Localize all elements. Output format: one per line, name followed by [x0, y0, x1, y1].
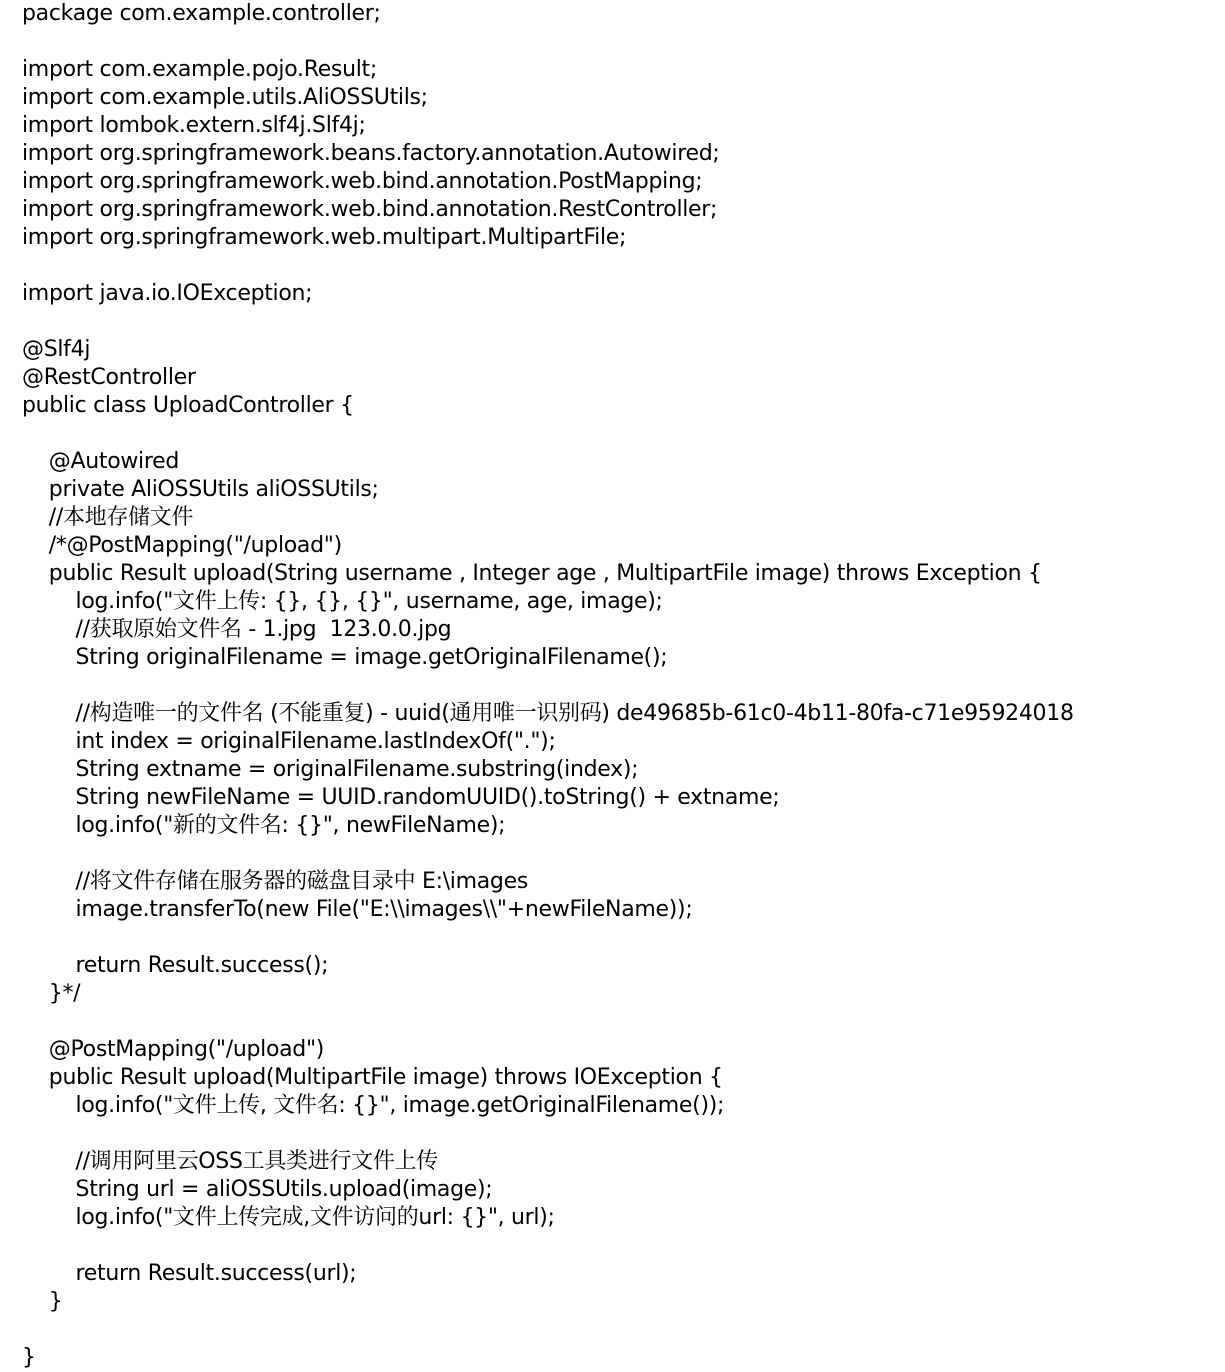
- code-line-comment: //构造唯一的文件名 (不能重复) - uuid(通用唯一识别码) de49685b-61c0-4b11-80fa-c71e95924018: [22, 701, 1074, 726]
- code-line-statement: String newFileName = UUID.randomUUID().toString() + extname;: [22, 785, 780, 810]
- code-line-package: package com.example.controller;: [22, 1, 381, 26]
- code-line-import-ioexception: import java.io.IOException;: [22, 281, 313, 306]
- code-line-import-result: import com.example.pojo.Result;: [22, 57, 377, 82]
- code-line-import-aliossutils: import com.example.utils.AliOSSUtils;: [22, 85, 428, 110]
- code-line-blank: [22, 1008, 1217, 1036]
- code-line-statement: image.transferTo(new File("E:\\images\\"+newFileName));: [22, 897, 693, 922]
- code-line-comment: //获取原始文件名 - 1.jpg 123.0.0.jpg: [22, 617, 452, 642]
- code-line-return: return Result.success();: [22, 953, 329, 978]
- code-line-method-close: }: [22, 1289, 63, 1314]
- code-document: [22, 0, 1217, 1372]
- code-line-field-aliossutils: private AliOSSUtils aliOSSUtils;: [22, 477, 379, 502]
- code-line-blank: [22, 1120, 1217, 1148]
- code-line-annotation-postmapping: @PostMapping("/upload"): [22, 1037, 325, 1062]
- code-line-blank: [22, 1232, 1217, 1260]
- code-line-blank: [22, 672, 1217, 700]
- code-line-annotation-restcontroller: @RestController: [22, 365, 196, 390]
- code-line-statement: int index = originalFilename.lastIndexOf(".");: [22, 729, 556, 754]
- code-line-blank: [22, 1316, 1217, 1344]
- code-line-comment: //调用阿里云OSS工具类进行文件上传: [22, 1149, 438, 1174]
- code-line-import-postmapping: import org.springframework.web.bind.annotation.PostMapping;: [22, 169, 703, 194]
- code-line-blank: [22, 252, 1217, 280]
- code-line-comment-start: /*@PostMapping("/upload"): [22, 533, 342, 558]
- code-line-comment: //将文件存储在服务器的磁盘目录中 E:\images: [22, 869, 528, 894]
- code-line-return: return Result.success(url);: [22, 1261, 357, 1286]
- code-line-comment: //本地存储文件: [22, 505, 194, 530]
- code-line-import-slf4j: import lombok.extern.slf4j.Slf4j;: [22, 113, 366, 138]
- code-line-class-close: }: [22, 1345, 36, 1370]
- code-line-class-declaration: public class UploadController {: [22, 393, 354, 418]
- code-line-statement: log.info("文件上传: {}, {}, {}", username, age, image);: [22, 589, 663, 614]
- code-line-statement: String extname = originalFilename.substring(index);: [22, 757, 639, 782]
- code-line-comment-end: }*/: [22, 981, 81, 1006]
- code-line-method-oss-upload: public Result upload(MultipartFile image) throws IOException {: [22, 1065, 723, 1090]
- code-line-statement: log.info("文件上传, 文件名: {}", image.getOriginalFilename());: [22, 1093, 725, 1118]
- code-line-annotation-autowired: @Autowired: [22, 449, 180, 474]
- code-line-blank: [22, 840, 1217, 868]
- code-line-import-autowired: import org.springframework.beans.factory.annotation.Autowired;: [22, 141, 720, 166]
- code-line-blank: [22, 924, 1217, 952]
- code-line-statement: String originalFilename = image.getOriginalFilename();: [22, 645, 668, 670]
- code-line-blank: [22, 308, 1217, 336]
- code-line-blank: [22, 420, 1217, 448]
- code-line-statement: log.info("文件上传完成,文件访问的url: {}", url);: [22, 1205, 555, 1230]
- code-line-annotation-slf4j: @Slf4j: [22, 337, 91, 362]
- code-line-import-multipartfile: import org.springframework.web.multipart.MultipartFile;: [22, 225, 627, 250]
- code-line-statement: log.info("新的文件名: {}", newFileName);: [22, 813, 506, 838]
- code-line-blank: [22, 28, 1217, 56]
- code-line-statement: String url = aliOSSUtils.upload(image);: [22, 1177, 493, 1202]
- code-line-import-restcontroller: import org.springframework.web.bind.annotation.RestController;: [22, 197, 718, 222]
- code-line-method-local-upload: public Result upload(String username , Integer age , MultipartFile image) throws Exception {: [22, 561, 1042, 586]
